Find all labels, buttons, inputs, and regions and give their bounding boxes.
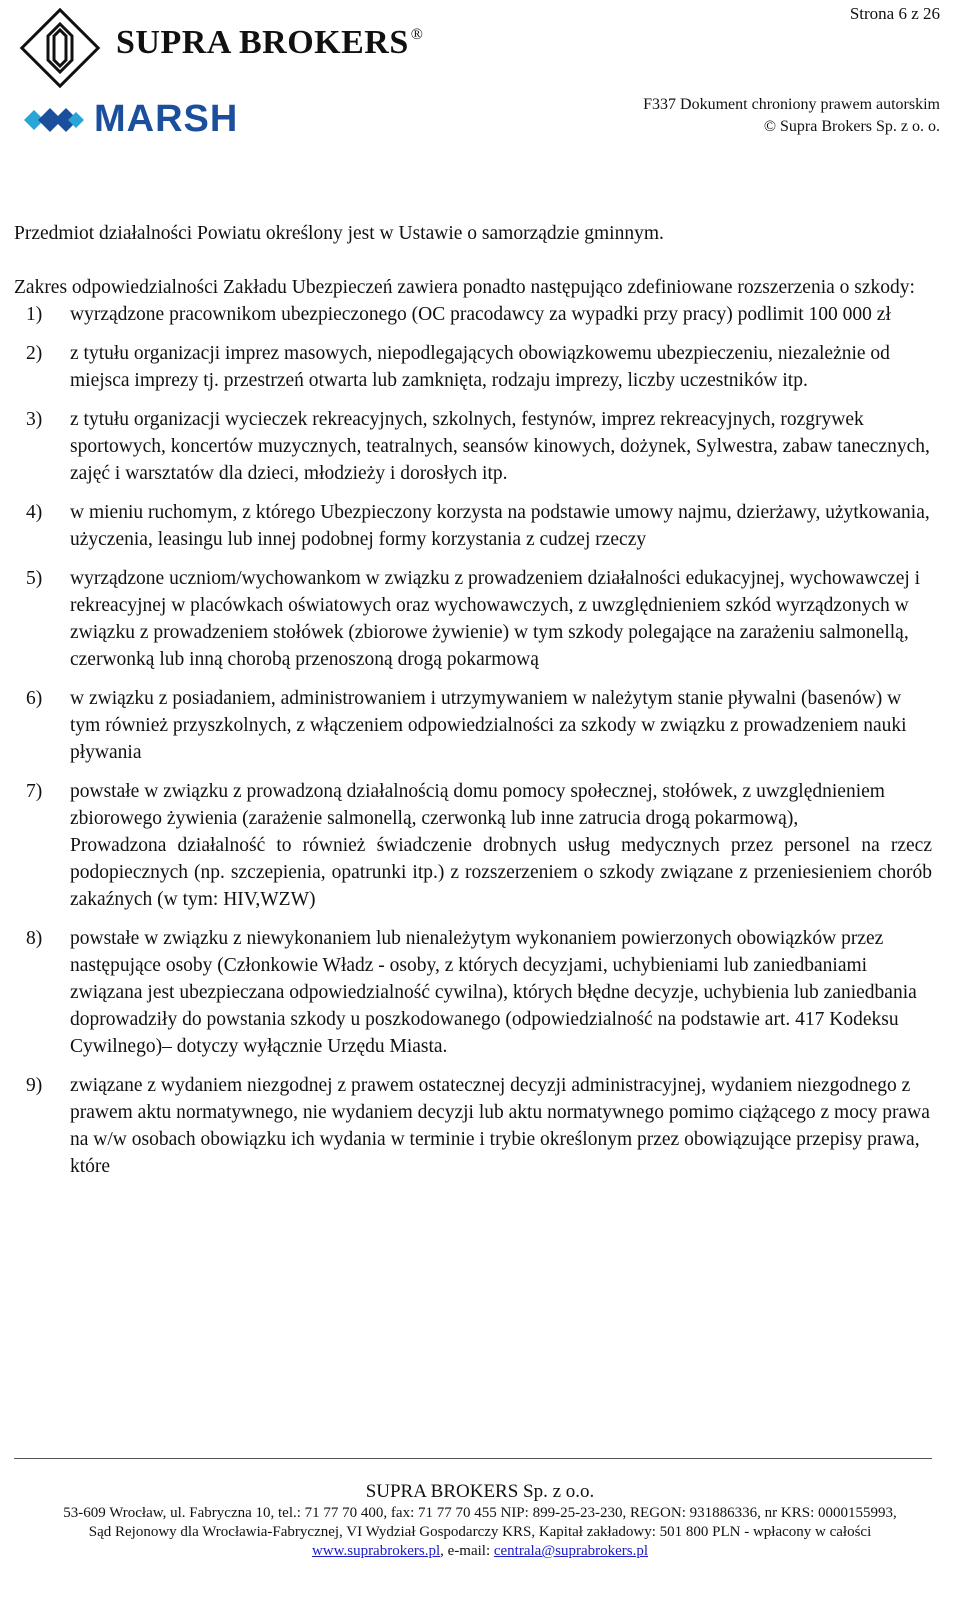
item-number: 1) <box>26 304 43 325</box>
lead-paragraph: Zakres odpowiedzialności Zakładu Ubezpieczeń zawiera ponadto następująco zdefiniowane rozszerzenia o szkody: <box>14 277 915 298</box>
list-item <box>14 406 932 487</box>
item-text-group <box>70 778 932 913</box>
item-extra-text: Prowadzona działalność to również świadczenie drobnych usług medycznych przez personel na rzecz podopiecznych (np. szczepienia, opatrunki itp.) z rozszerzeniem o szkody związane z przeniesieniem chorób zakaźnych (w tym: HIV,WZW) <box>70 835 932 910</box>
footer-company: SUPRA BROKERS Sp. z o.o. <box>365 1481 595 1502</box>
list-item <box>14 565 932 673</box>
item-text: powstałe w związku z niewykonaniem lub nienależytym wykonaniem powierzonych obowiązków przez następujące osoby (Członkowie Władz - osoby, z których decyzjami, uchybieniami lub zaniedbaniami związana jest ubezpieczana odpowiedzialność cywilna), których błędne decyzje, uchybienia lub zaniedbania doprowadziły do powstania szkody u poszkodowanego (odpowiedzialność na podstawie art. 417 Kodeksu Cywilnego)– dotyczy wyłącznie Urzędu Miasta. <box>70 928 917 1057</box>
page-footer <box>0 1480 960 1561</box>
item-text: wyrządzone uczniom/wychowankom w związku z prowadzeniem działalności edukacyjnej, wychowawczej i rekreacyjnej w placówkach oświatowych oraz wychowawczych, z uwzględnieniem szkód wyrządzonych w związku z prowadzeniem stołówek (zbiorowe żywienie) w tym szkody polegające na zarażeniu salmonellą, czerwonką lub inną chorobą przenoszoną drogą pokarmową <box>70 568 921 670</box>
brand-name: SUPRA BROKERS ® <box>116 24 424 61</box>
footer-registration: Sąd Rejonowy dla Wrocławia-Fabrycznej, VI Wydział Gospodarczy KRS, Kapitał zakładowy: 501 800 PLN - wpłacony w całości <box>88 1524 872 1540</box>
website-link[interactable]: www.suprabrokers.pl <box>311 1543 441 1559</box>
list-item <box>14 1072 932 1180</box>
item-text: powstałe w związku z prowadzoną działalnością domu pomocy społecznej, stołówek, z uwzględnieniem zbiorowego żywienia (zarażenie salmonellą, czerwonką lub inne zatrucia drogą pokarmową), <box>70 781 885 829</box>
copyright-line-2: © Supra Brokers Sp. z o. o. <box>763 118 940 135</box>
item-number: 9) <box>26 1075 43 1096</box>
email-label: , e-mail: <box>440 1543 494 1559</box>
email-link[interactable]: centrala@suprabrokers.pl <box>493 1543 649 1559</box>
list-item <box>14 499 932 553</box>
document-body <box>14 220 932 1180</box>
item-number: 4) <box>26 502 43 523</box>
marsh-brand: MARSH <box>94 98 239 140</box>
item-text: z tytułu organizacji imprez masowych, niepodlegających obowiązkowemu ubezpieczeniu, niezależnie od miejsca imprezy tj. przestrzeń otwarta lub zamknięta, rodzaju imprezy, liczby uczestników itp. <box>70 343 890 391</box>
item-number: 2) <box>26 343 43 364</box>
copyright-note <box>520 94 940 138</box>
marsh-logo-icon <box>24 104 86 136</box>
item-text: z tytułu organizacji wycieczek rekreacyjnych, szkolnych, festynów, imprez rekreacyjnych, rozgrywek sportowych, koncertów muzycznych, teatralnych, seansów kinowych, dożynek, Sylwestra, zabaw tanecznych, zajęć i warsztatów dla dzieci, młodzieży i dorosłych itp. <box>70 409 930 484</box>
item-number: 6) <box>26 688 43 709</box>
extensions-list <box>14 301 932 1180</box>
footer-divider <box>14 1458 932 1459</box>
copyright-line-1: F337 Dokument chroniony prawem autorskim <box>643 96 940 113</box>
list-item <box>14 301 932 328</box>
item-text: wyrządzone pracownikom ubezpieczonego (OC pracodawcy za wypadki przy pracy) podlimit 100 000 zł <box>70 304 891 325</box>
list-item <box>14 685 932 766</box>
footer-address: 53-609 Wrocław, ul. Fabryczna 10, tel.: 71 77 70 400, fax: 71 77 70 455 NIP: 899-25-23-230, REGON: 931886336, nr KRS: 0000155993, <box>63 1505 897 1521</box>
item-text: związane z wydaniem niezgodnej z prawem ostatecznej decyzji administracyjnej, wydaniem niezgodnego z prawem aktu normatywnego, nie wydaniem decyzji lub aktu normatywnego pomimo ciążącego z mocy prawa na w/w osobach obowiązku ich wydania w terminie i trybie określonym przez obowiązujące przepisy prawa, które <box>70 1075 930 1177</box>
page-number: Strona 6 z 26 <box>849 4 940 23</box>
supra-brokers-logo-icon <box>14 2 106 94</box>
item-number: 3) <box>26 409 43 430</box>
item-number: 8) <box>26 928 43 949</box>
item-text: w związku z posiadaniem, administrowaniem i utrzymywaniem w należytym stanie pływalni (basenów) w tym również przyszkolnych, z włączeniem odpowiedzialności za szkody w związku z prowadzeniem nauki pływania <box>70 688 907 763</box>
list-item <box>14 778 932 913</box>
intro-paragraph: Przedmiot działalności Powiatu określony jest w Ustawie o samorządzie gminnym. <box>14 223 664 244</box>
footer-contact <box>0 1542 960 1561</box>
item-number: 7) <box>26 781 43 802</box>
list-item <box>14 925 932 1060</box>
item-text: w mieniu ruchomym, z którego Ubezpieczony korzysta na podstawie umowy najmu, dzierżawy, użytkowania, użyczenia, leasingu lub innej podobnej formy korzystania z cudzej rzeczy <box>70 502 930 550</box>
list-item <box>14 340 932 394</box>
item-number: 5) <box>26 568 43 589</box>
